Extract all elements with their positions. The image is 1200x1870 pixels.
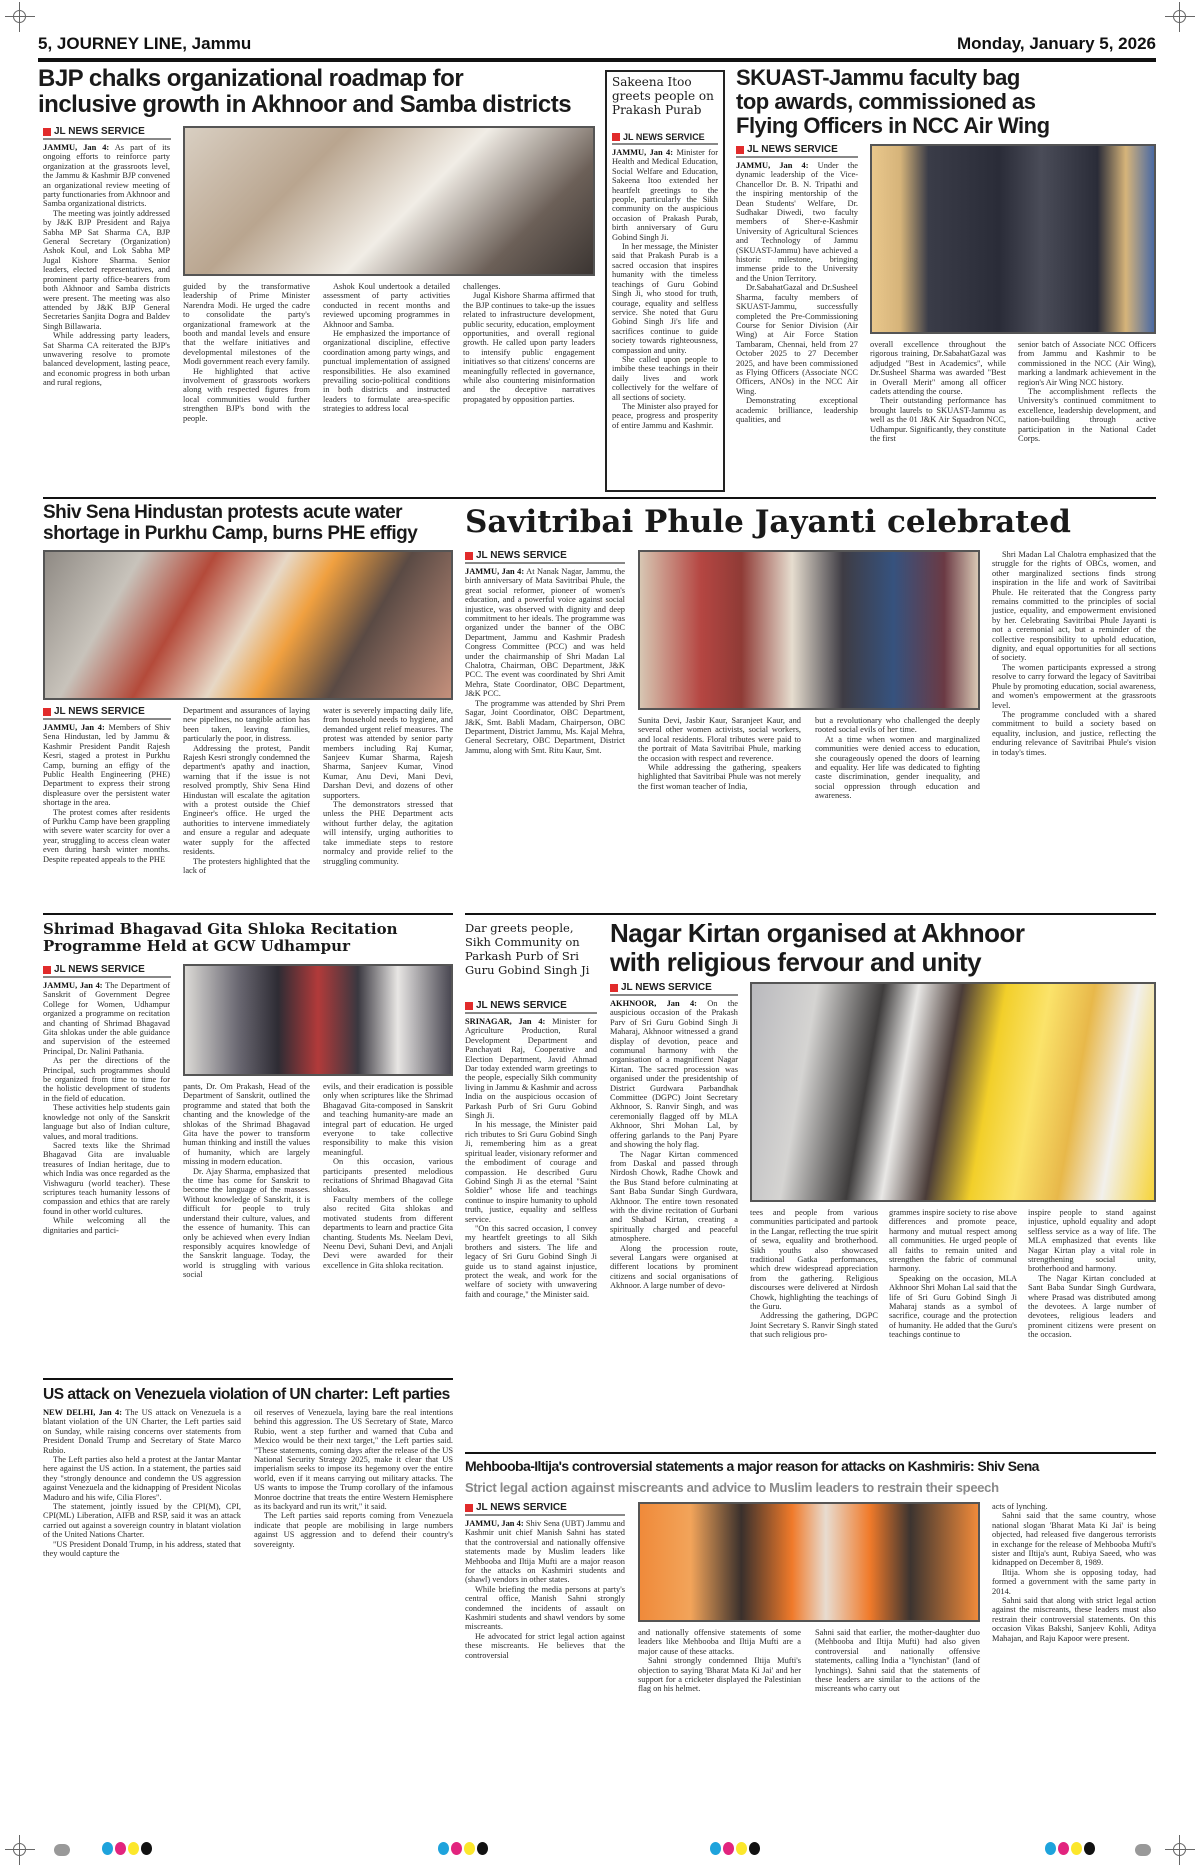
paragraph: The US attack on Venezuela is a blatant violation of the UN Charter, the Left parties said on Sunday, while raising concerns over statements from President Donald Trump and Secretary of State Marco Rubio.: [43, 1408, 241, 1455]
section-divider: [43, 497, 1156, 499]
dateline: NEW DELHI, Jan 4:: [43, 1408, 123, 1417]
paragraph: overall excellence throughout the rigorous training, Dr.SabahatGazal was adjudged "Best in Academics", while Dr.Susheel Sharma was awarded "Best in Overall Merit" among all officer cadets attending the course.: [870, 340, 1006, 397]
bjp-headline: [38, 66, 598, 119]
paragraph: "On this sacred occasion, I convey my heartfelt greetings to all Sikh brothers and sisters. The life and legacy of Sri Guru Gobind Singh Ji guide us to stand against injustice, protect the weak, and work for the welfare of society with unwavering faith and courage," the Minister said.: [465, 1223, 597, 1299]
paragraph: Sahni strongly condemned Iltija Mufti's objection to saying 'Bharat Mata Ki Jai' and her support for a cricketer displayed the Palestinian flag on his helmet.: [638, 1656, 801, 1694]
bjp-meeting-photo: [183, 126, 595, 276]
color-dot-icon: [1058, 1842, 1069, 1855]
byline-label: JL NEWS SERVICE: [54, 964, 145, 975]
bjp-col-1: [43, 143, 170, 388]
paragraph: The Minister also prayed for peace, progress and prosperity of entire Jammu and Kashmir.: [612, 401, 718, 430]
byline-label: JL NEWS SERVICE: [476, 1502, 567, 1513]
paragraph: While addressing the gathering, speakers highlighted that Savitribai Phule was not merely the first woman teacher of India,: [638, 763, 801, 791]
bjp-col-4: [463, 282, 595, 404]
skuast-col-2: [870, 340, 1006, 443]
color-dot-icon: [1084, 1842, 1095, 1855]
color-dot-icon: [477, 1842, 488, 1855]
shivsena-hindustan-col-3: [323, 706, 453, 866]
sakeena-headline: Sakeena Itoo greets people on Prakash Purab: [612, 75, 714, 117]
paragraph: The demonstrators stressed that unless the PHE Department acts without further delay, the agitation will intensify, urging authorities to take immediate steps to restore normalcy and provide relief to the struggling community.: [323, 800, 453, 866]
venezuela-col-1: [43, 1408, 241, 1559]
dateline: JAMMU, Jan 4:: [465, 1519, 524, 1528]
paragraph: The women participants expressed a strong resolve to carry forward the legacy of Savitribai Phule by promoting education, social awareness, and women's empowerment at the grassroots level.: [992, 662, 1156, 710]
sakeena-body: [612, 148, 718, 430]
color-dot-icon: [128, 1842, 139, 1855]
cmyk-color-dots-icon: [438, 1842, 488, 1855]
red-square-icon: [43, 966, 51, 974]
venezuela-col-2: [254, 1408, 453, 1549]
paragraph: Sahni said that the same country, whose national slogan 'Bharat Mata Ki Jai' is being objected, had released five dangerous terrorists in exchange for the release of Mehbooba Mufti's sister and Iltija's aunt, Rubiya Saeed, who was kidnapped on December 8, 1989.: [992, 1511, 1156, 1568]
paragraph: Shiv Sena (UBT) Jammu and Kashmir unit chief Manish Sahni has stated that the controversial and nationally offensive statements made by Muslim leaders like Mehbooba and Iltija Mufti are a major reason for the attacks on Kashmiri students and (shawl) vendors in other states.: [465, 1519, 625, 1585]
paragraph: The Nagar Kirtan commenced from Daskal and passed through Nirdosh Chowk, Radhe Chowk and the Bus Stand before culminating at Sant Baba Sundar Singh Gurdwara, Akhnoor. The entire town resonated with the divine recitation of Gurbani and Shabad Kirtan, creating a spiritually charged and peaceful atmosphere.: [610, 1149, 738, 1244]
paragraph: In her message, the Minister said that Prakash Purab is a sacred occasion that inspires humanity with the timeless teachings of Guru Gobind Singh Ji, who stood for truth, courage, equality and selfless service. She noted that Guru Gobind Singh Ji's life and sacrifices continue to guide society towards righteousness, compassion and unity.: [612, 242, 718, 355]
paragraph: pants, Dr. Om Prakash, Head of the Department of Sanskrit, outlined the programme and stated that both the chanting and the knowledge of the shlokas of the Shrimad Bhagavad Gita have the power to transform human thinking and instill the values of humanity, which are largely missing in modern education.: [183, 1082, 310, 1167]
byline: [612, 132, 718, 145]
cmyk-color-dots-icon: [1045, 1842, 1095, 1855]
paragraph: The Left parties said reports coming from Venezuela indicate that people are mobilising in large numbers against US aggression and to defend their country's sovereignty.: [254, 1511, 453, 1549]
paragraph: senior batch of Associate NCC Officers from Jammu and Kashmir to be commissioned in the NCC (Air Wing), marking a landmark achievement in the region's Air Wing NCC history.: [1018, 340, 1156, 387]
section-divider: [43, 913, 453, 915]
registration-crosshair-icon: [5, 1835, 35, 1865]
dateline: JAMMU, Jan 4:: [465, 567, 525, 576]
paragraph: Addressing the gathering, DGPC Joint Secretary S. Ranvir Singh stated that such religious pro-: [750, 1311, 878, 1340]
byline: [610, 982, 738, 996]
color-dot-icon: [451, 1842, 462, 1855]
paragraph: oil reserves of Venezuela, laying bare the real intentions behind this aggression. The US Secretary of State, Marco Rubio, went a step further and warned that Cuba and Mexico would be their next target," the Left parties said. "These statements, coming days after the release of the US National Security Strategy 2025, make it clear that US imperialism seeks to impose its hegemony over the entire world, even if it means carrying out military attacks. The US wants to impose the Trump corollary of the infamous Monroe doctrine that treats the entire Western Hemisphere as its backyard and run its writ," it said.: [254, 1408, 453, 1512]
paragraph: inspire people to stand against injustice, uphold equality and adopt selfless service as a way of life. The MLA emphasized that events like Nagar Kirtan play a vital role in strengthening social unity, brotherhood and harmony.: [1028, 1208, 1156, 1274]
savitribai-col-2: [638, 716, 801, 791]
nagar-kirtan-col-2: [750, 1208, 878, 1340]
paragraph: acts of lynching.: [992, 1502, 1048, 1511]
paragraph: The meeting was jointly addressed by J&K BJP President and Rajya Sabha MP Sat Sharma CA, BJP General Secretary (Organization) Ashok Koul, and Lok Sabha MP Jugal Kishore Sharma. Senior leaders, elected representatives, and prominent party office-bearers from both Akhnoor and Samba districts were present. The meeting was also attended by J&K BJP General Secretaries Sanjita Dogra and Baldev Singh Billawaria.: [43, 208, 170, 331]
red-square-icon: [43, 128, 51, 136]
paragraph: On the auspicious occasion of the Prakash Parv of Sri Guru Gobind Singh Ji Maharaj, Akhnoor witnessed a grand display of devotion, peace and communal harmony with the organisation of a magnificent Nagar Kirtan. The sacred procession was organised under the presidentship of District Gurdwara Parbandhak Committee (DGPC) Joint Secretary Akhnoor, S. Ranvir Singh, and was ceremonially flagged off by MLA Akhnoor, Shri Mohan Lal, by offering garlands to the Panj Pyare and showing the holy flag.: [610, 999, 738, 1150]
red-square-icon: [610, 984, 618, 992]
color-dot-icon: [102, 1842, 113, 1855]
savitribai-headline: Savitribai Phule Jayanti celebrated: [465, 504, 1071, 540]
byline: [465, 1000, 597, 1014]
dateline: JAMMU, Jan 4:: [43, 723, 105, 732]
bjp-col-2: [183, 282, 310, 423]
paragraph: guided by the transformative leadership of Prime Minister Narendra Modi. He urged the cadre to consolidate the party's organizational framework at the booth and mandal levels and ensure that the welfare initiatives and developmental milestones of the Modi government reach every family.: [183, 282, 310, 367]
mehbooba-col-4: [992, 1502, 1156, 1643]
savitribai-phule-jayanti-photo: [638, 550, 980, 710]
paragraph: Sahni said that along with strict legal action against the miscreants, these leaders must also restrain their controversial statements. On this occasion Vikas Bakshi, Sanjeev Kohli, Aditya Mahajan, and Raju Kapoor were present.: [992, 1596, 1156, 1643]
paragraph: grammes inspire society to rise above differences and promote peace, harmony and mutual respect among all communities. He urged people of all faiths to remain united and strengthen the fabric of communal harmony.: [889, 1208, 1017, 1274]
red-square-icon: [736, 146, 744, 154]
paragraph: The accomplishment reflects the University's continued commitment to excellence, leadership development, and nation-building through active participation in the National Cadet Corps.: [1018, 387, 1156, 444]
paragraph: "US President Donald Trump, in his address, stated that they would capture the: [43, 1539, 241, 1559]
paragraph: tees and people from various communities participated and partook in the Langar, reflecting the true spirit of sewa, equality and brotherhood. Sikh youths also showcased traditional Gatka performances, which drew widespread appreciation from the gathering. Religious discourses were delivered at Nirdosh Chowk, highlighting the teachings of the Guru.: [750, 1208, 878, 1312]
section-divider: [43, 1378, 453, 1380]
color-dot-icon: [464, 1842, 475, 1855]
shiv-sena-press-conference-photo: [638, 1502, 980, 1622]
skuast-headline: [736, 66, 1156, 139]
color-dot-icon: [749, 1842, 760, 1855]
mehbooba-col-1: [465, 1519, 625, 1660]
paragraph: but a revolutionary who challenged the deeply rooted social evils of her time.: [815, 716, 980, 735]
gita-col-1: [43, 981, 170, 1235]
masthead-date: Monday, January 5, 2026: [956, 34, 1156, 53]
gray-swatch-icon: [1135, 1844, 1151, 1856]
section-divider: [465, 913, 1156, 915]
savitribai-col-4: [992, 550, 1156, 757]
nagar-kirtan-col-3: [889, 1208, 1017, 1340]
byline: [43, 126, 171, 140]
paragraph: At a time when women and marginalized communities were denied access to education, she courageously opened the doors of learning and equality. Her life was dedicated to fighting caste discrimination, gender inequality, and social oppression through education and awareness.: [815, 734, 980, 801]
savitribai-col-1: [465, 567, 625, 755]
effigy-protest-photo: [43, 550, 453, 700]
masthead-page-label: 5, JOURNEY LINE, Jammu: [38, 34, 252, 53]
headline-line: Shrimad Bhagavad Gita Shloka Recitation: [43, 920, 398, 938]
paragraph: Dr. Ajay Sharma, emphasized that the time has come for Sanskrit to become the language of the masses. Without knowledge of Sanskrit, it is difficult for people to truly understand their culture, values, and the essence of humanity. This can only be achieved when every Indian responsibly acquires knowledge of the Sanskrit language. Today, the world is struggling with various social: [183, 1166, 310, 1280]
dateline: JAMMU, Jan 4:: [736, 161, 809, 170]
nagar-kirtan-headline: [610, 919, 1156, 976]
gray-swatch-icon: [54, 1844, 70, 1856]
gita-col-2: [183, 1082, 310, 1280]
headline-line: shortage in Purkhu Camp, burns PHE effigy: [43, 522, 418, 544]
headline-line: Shiv Sena Hindustan protests acute water: [43, 502, 403, 523]
color-dot-icon: [141, 1842, 152, 1855]
paragraph: Under the dynamic leadership of the Vice-Chancellor Dr. B. N. Tripathi and the inspiring mentorship of the Dean Students' Welfare, Dr. Sudhakar Diwedi, two faculty members of Sher-e-Kashmir University of Agricultural Sciences and Technology of Jammu (SKUAST-Jammu) have achieved a historic milestone, bringing immense pride to the University and the Union Territory.: [736, 161, 858, 283]
dateline: SRINAGAR, Jan 4:: [465, 1017, 546, 1026]
nagar-kirtan-col-1: [610, 999, 738, 1291]
paragraph: evils, and their eradication is possible only when scriptures like the Shrimad Bhagavad Gita-composed in Sanskrit and teaching humanity-are made an integral part of education. He urged everyone to take collective responsibility to make this vision meaningful.: [323, 1082, 453, 1157]
paragraph: He advocated for strict legal action against these miscreants. He believes that the controversial: [465, 1631, 625, 1660]
cmyk-color-dots-icon: [710, 1842, 760, 1855]
paragraph: The Department of Sanskrit of Government Degree College for Women, Udhampur organized a programme on recitation and chanting of Shrimad Bhagavad Gita shlokas under the able guidance and supervision of the esteemed Principal, Dr. Nalini Pathania.: [43, 981, 170, 1056]
paragraph: The programme concluded with a shared commitment to build a society based on equality, inclusion, and justice, reflecting the enduring relevance of Savitribai Phule's vision in today's times.: [992, 709, 1156, 757]
gita-headline: [43, 921, 453, 955]
shivsena-hindustan-headline: [43, 503, 453, 545]
mehbooba-col-2: [638, 1628, 801, 1694]
skuast-headline-line: SKUAST-Jammu faculty bag: [736, 65, 1020, 90]
byline-label: JL NEWS SERVICE: [476, 1000, 567, 1011]
paragraph: He highlighted that active involvement of grassroots workers along with respected figures from local communities would further strengthen BJP's bond with the people.: [183, 366, 310, 423]
red-square-icon: [465, 552, 473, 560]
color-dot-icon: [710, 1842, 721, 1855]
paragraph: Demonstrating exceptional academic brilliance, leadership qualities, and: [736, 396, 858, 424]
dateline: JAMMU, Jan 4:: [612, 148, 674, 157]
paragraph: The protest comes after residents of Purkhu Camp have been grappling with severe water scarcity for over a year, struggling to access clean water even during harsh winter months. Despite repeated appeals to the PHE: [43, 807, 170, 864]
paragraph: Members of Shiv Sena Hindustan, led by Jammu & Kashmir President Pandit Rajesh Kesri, staged a protest in Purkhu Camp, burning an effigy of the Public Health Engineering (PHE) Department to express their strong displeasure over the persistent water shortage in the area.: [43, 723, 170, 808]
red-square-icon: [612, 133, 620, 141]
paragraph: The Nagar Kirtan concluded at Sant Baba Sundar Singh Gurdwara, where Prasad was distributed among the devotees. A large number of devotees, religious leaders and prominent citizens were present on the occasion.: [1028, 1273, 1156, 1340]
paragraph: challenges.: [463, 282, 501, 291]
paragraph: At Nanak Nagar, Jammu, the birth anniversary of Mata Savitribai Phule, the great social reformer, pioneer of women's education, and a powerful voice against social injustice, was observed with dignity and deep commitment to her ideals. The programme was organized under the banner of the OBC Department, Jammu and Kashmir Pradesh Congress Committee (PCC) and was held under the chairmanship of Shri Madan Lal Chalotra, Chairman, OBC Department, J&K PCC. The event was coordinated by Shri Amit Mehra, State Coordinator, OBC Department, J&K PCC.: [465, 567, 625, 699]
paragraph: The programme was attended by Shri Prem Sagar, Joint Coordinator, OBC Department, J&K, Smt. Babli Madam, Chairperson, OBC Department, District Jammu, Ms. Kajal Mehra, General Secretary, OBC Department, District Jammu, along with Smt. Ritu Kaur, Smt.: [465, 698, 625, 755]
color-dot-icon: [438, 1842, 449, 1855]
red-square-icon: [465, 1002, 473, 1010]
dateline: AKHNOOR, Jan 4:: [610, 999, 697, 1008]
color-dot-icon: [736, 1842, 747, 1855]
color-dot-icon: [1071, 1842, 1082, 1855]
shivsena-hindustan-col-2: [183, 706, 310, 875]
byline-label: JL NEWS SERVICE: [54, 126, 145, 137]
red-square-icon: [43, 708, 51, 716]
paragraph: The Left parties also held a protest at the Jantar Mantar here against the US action. In a statement, the parties said they "strongly denounce and condemn the US aggression against Venezuela and the kidnapping of President Nicolas Maduro and his wife, Cilia Flores".: [43, 1455, 241, 1502]
sakeena-box: [605, 70, 725, 492]
gita-recitation-photo: [183, 964, 453, 1076]
paragraph: Sahni said that earlier, the mother-daughter duo (Mehbooba and Iltija Mufti) had also given controversial and nationally offensive statements, calling India a "lynchistan" (land of lynchings). Sahni said that the statements of these leaders are similar to the actions of the miscreants who carry out: [815, 1628, 980, 1694]
byline-label: JL NEWS SERVICE: [621, 982, 712, 993]
byline: [465, 550, 625, 564]
dateline: JAMMU, Jan 4:: [43, 981, 103, 990]
nagar-kirtan-procession-photo: [750, 982, 1156, 1202]
byline-label: JL NEWS SERVICE: [476, 550, 567, 561]
paragraph: Faculty members of the college also recited Gita shlokas and motivated students from different departments to learn and practice Gita chanting. Students Ms. Neelam Devi, Neenu Devi, Suhani Devi, and Anjali Devi were awarded for their excellence in Gita shloka recitation.: [323, 1194, 453, 1270]
paragraph: Sacred texts like the Shrimad Bhagavad Gita are invaluable treasures of Indian heritage, due to which India was once regarded as the Vishwaguru (world teacher). These scriptures teach humanity lessons of compassion and ethics that are rarely found in other world cultures.: [43, 1140, 170, 1216]
paragraph: Addressing the protest, Pandit Rajesh Kesri strongly condemned the department's apathy and inaction, warning that if the issue is not resolved promptly, Shiv Sena Hind Hindustan will escalate the agitation with a protest outside the Chief Engineer's office. He urged the authorities to intervene immediately and ensure a regular and adequate water supply for the affected residents.: [183, 743, 310, 857]
paragraph: Sunita Devi, Jasbir Kaur, Saranjeet Kaur, and several other women activists, social workers, and local residents. Floral tributes were paid to the portrait of Mata Savitribai Phule, marking the occasion with respect and reverence.: [638, 716, 801, 763]
byline-label: JL NEWS SERVICE: [623, 132, 705, 142]
paragraph: As part of its ongoing efforts to reinforce party organization at the grassroots level, the Jammu & Kashmir BJP convened an organizational review meeting of party functionaries from Akhnoor and Samba organizational districts.: [43, 143, 170, 209]
savitribai-col-3: [815, 716, 980, 801]
paragraph: The protesters highlighted that the lack of: [183, 856, 310, 875]
dar-body: [465, 1017, 597, 1299]
headline-line: with religious fervour and unity: [610, 946, 982, 977]
mehbooba-subheadline: Strict legal action against miscreants and advice to Muslim leaders to restrain their speech: [465, 1480, 999, 1495]
bjp-headline-line: inclusive growth in Akhnoor and Samba districts: [38, 91, 572, 119]
registration-crosshair-icon: [5, 2, 35, 32]
skuast-headline-line: top awards, commissioned as: [736, 89, 1036, 115]
registration-crosshair-icon: [1165, 1835, 1195, 1865]
skuast-col-3: [1018, 340, 1156, 443]
paragraph: Speaking on the occasion, MLA Akhnoor Shri Mohan Lal said that the life of Sri Guru Gobind Singh Ji Maharaj stands as a symbol of sacrifice, courage and the protection of humanity. He added that the Guru's teachings continue to: [889, 1273, 1017, 1340]
byline-label: JL NEWS SERVICE: [747, 144, 838, 155]
paragraph: water is severely impacting daily life, from household needs to hygiene, and demanded urgent relief measures. The protest was attended by senior party members including Raj Kumar, Sanjeev Kumar Sharma, Rajesh Sharma, Sanjeev Kumar, Vinod Kumar, Anu Devi, Mani Devi, Darshan Devi, and dozens of other supporters.: [323, 706, 453, 800]
mehbooba-headline: Mehbooba-Iltija's controversial statements a major reason for attacks on Kashmiris: Shiv Sena: [465, 1458, 1039, 1474]
paragraph: On this occasion, various participants presented melodious recitations of Shrimad Bhagavad Gita shlokas.: [323, 1157, 453, 1195]
paragraph: Minister for Agriculture Production, Rural Development Department and Panchayati Raj, Cooperative and Election Department, Javid Ahmad Dar today extended warm greetings to the people, especially Sikh community living in Jammu & Kashmir and across India on the auspicious occasion of Parkash Purb of Sri Guru Gobind Singh Ji.: [465, 1017, 597, 1121]
dateline: JAMMU, Jan 4:: [43, 143, 110, 152]
paragraph: While welcoming all the dignitaries and partici-: [43, 1216, 170, 1235]
paragraph: Department and assurances of laying new pipelines, no tangible action has been taken, leaving families, particularly the poor, in distress.: [183, 706, 310, 744]
headline-line: Programme Held at GCW Udhampur: [43, 936, 350, 955]
skuast-headline-line: Flying Officers in NCC Air Wing: [736, 113, 1050, 139]
skuast-col-1: [736, 161, 858, 424]
byline: [43, 706, 171, 720]
paragraph: Along the procession route, several Langars were organised at different locations by prominent citizens and social organisations of Akhnoor. A large number of devo-: [610, 1243, 738, 1291]
paragraph: As per the directions of the Principal, such programmes should be organized from time to time for the holistic development of students in the field of education.: [43, 1056, 170, 1103]
red-square-icon: [465, 1504, 473, 1512]
paragraph: Dr.SabahatGazal and Dr.Susheel Sharma, faculty members of SKUAST-Jammu, successfully completed the Pre-Commissioning Course for Senior Division (Air Wing) at Air Force Station Tambaram, Chennai, held from 27 October 2025 to 27 December 2025, and have been commissioned as Flying Officers (Associate NCC Officers, ANOs) in the NCC Air Wing.: [736, 283, 858, 396]
venezuela-headline: US attack on Venezuela violation of UN charter: Left parties: [43, 1386, 450, 1403]
paragraph: Jugal Kishore Sharma affirmed that the BJP continues to take-up the issues related to infrastructure development, public security, education, employment opportunities, and overall regional growth. He called upon party leaders to intensify public engagement initiatives so that citizens' concerns are meaningfully reflected in governance, while also countering misinformation and the deceptive narratives propagated by opposition parties.: [463, 291, 595, 404]
cmyk-color-dots-icon: [102, 1842, 152, 1855]
paragraph: Iltija. Whom she is opposing today, had formed a government with the same party in 2014.: [992, 1567, 1156, 1596]
paragraph: Minister for Health and Medical Education, Social Welfare and Education, Sakeena Itoo extended her heartfelt greetings to the people, particularly the Sikh community on the auspicious occasion of Prakash Purab, birth anniversary of Guru Gobind Singh Ji.: [612, 148, 718, 242]
paragraph: and nationally offensive statements of some leaders like Mehbooba and Iltija Mufti are a major cause of these attacks.: [638, 1628, 801, 1656]
paragraph: She called upon people to imbibe these teachings in their daily lives and work collectively for the welfare of all sections of society.: [612, 354, 718, 402]
paragraph: The statement, jointly issued by the CPI(M), CPI, CPI(ML) Liberation, AIFB and RSP, said it was an attack carried out against a sovereign country in blatant violation of the United Nations Charter.: [43, 1502, 241, 1540]
color-dot-icon: [723, 1842, 734, 1855]
color-dot-icon: [115, 1842, 126, 1855]
color-dot-icon: [1045, 1842, 1056, 1855]
paragraph: He emphasized the importance of organizational discipline, effective coordination among party wings, and punctual implementation of assigned responsibilities. He also examined prevailing socio-political conditions in both districts and instructed leaders to formulate area-specific strategies to address local: [323, 329, 450, 414]
gita-col-3: [323, 1082, 453, 1270]
paragraph: While addressing party leaders, Sat Sharma CA reiterated the BJP's unwavering resolve to promote balanced development, lasting peace, and economic progress in both urban and rural regions,: [43, 331, 170, 388]
shivsena-hindustan-col-1: [43, 723, 170, 864]
registration-crosshair-icon: [1165, 2, 1195, 32]
paragraph: Ashok Koul undertook a detailed assessment of party activities conducted in recent months and reviewed upcoming programmes in Akhnoor and Samba.: [323, 282, 450, 329]
paragraph: These activities help students gain knowledge not only of the Sanskrit language but also of Indian culture, values, and moral traditions.: [43, 1103, 170, 1141]
mehbooba-col-3: [815, 1628, 980, 1694]
masthead-rule: [38, 58, 1156, 62]
headline-line: Nagar Kirtan organised at Akhnoor: [610, 918, 1025, 948]
paragraph: In his message, the Minister paid rich tributes to Sri Guru Gobind Singh Ji, remembering him as a great spiritual leader, visionary reformer and the embodiment of courage and compassion. He described Guru Gobind Singh Ji as the eternal "Saint Soldier" whose life and teachings continue to inspire humanity to uphold truth, justice, equality and selfless service.: [465, 1120, 597, 1224]
dar-headline: Dar greets people, Sikh Community on Parkash Purb of Sri Guru Gobind Singh Ji: [465, 921, 590, 977]
bjp-col-3: [323, 282, 450, 414]
ncc-officers-photo: [870, 144, 1156, 334]
paragraph: Shri Madan Lal Chalotra emphasized that the struggle for the rights of OBCs, women, and other marginalized sections finds strong inspiration in the life and work of Savitribai Phule. He reiterated that the Congress party remains committed to the principles of social justice, equality, and empowerment envisioned by her. Celebrating Savitribai Phule Jayanti is not a ceremonial act, but a reminder of the collective responsibility to uphold education, dignity, and equal opportunities for all sections of society.: [992, 550, 1156, 663]
byline: [465, 1502, 625, 1516]
paragraph: Their outstanding performance has brought laurels to SKUAST-Jammu as well as the 01 J&K Air Squadron NCC, Udhampur. Significantly, they constitute the first: [870, 396, 1006, 444]
paragraph: While briefing the media persons at party's central office, Manish Sahni strongly condemned the incidents of assault on Kashmiri students and shawl vendors by some miscreants.: [465, 1584, 625, 1632]
byline: [736, 144, 858, 158]
byline-label: JL NEWS SERVICE: [54, 706, 145, 717]
nagar-kirtan-col-4: [1028, 1208, 1156, 1340]
byline: [43, 964, 171, 978]
section-divider: [465, 1452, 1156, 1454]
bjp-headline-line: BJP chalks organizational roadmap for: [38, 65, 464, 92]
